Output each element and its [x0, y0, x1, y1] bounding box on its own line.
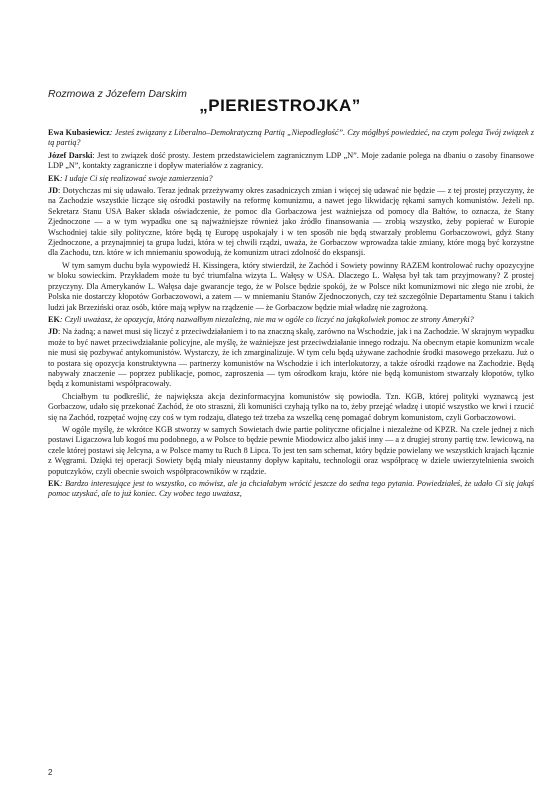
- interview-kicker: Rozmowa z Józefem Darskim: [48, 88, 187, 100]
- paragraph-text: : Jest to związek dość prosty. Jestem przedstawicielem zagranicznym LDP „N”. Moje zadanie polega na dbaniu o zasoby finansowe LDP „N”, kontakty zagraniczne i dopływ materiałów z zagranicy.: [48, 150, 535, 171]
- speaker-label: EK: [48, 479, 60, 488]
- paragraph-question-3: [48, 315, 534, 325]
- speaker-label: EK: [48, 173, 60, 183]
- paragraph-answer-3: [48, 327, 534, 389]
- paragraph-text: : Na żadną; a nawet musi się liczyć z przeciwdziałaniem i to na znaczną skalę, zarówno na Wschodzie, jak i na Zachodzie. W skrajnym wypadku może to być nawet przeciwdziałanie policyjne, ale myślę, że ważniejsze jest przeciwdziałanie innego rodzaju. Na obecnym etapie komunizm wcale nie musi się pozbywać antykomunistów. Wystarczy, że ich zmarginalizuje. W tym celu będą używane zachodnie środki masowego przekazu. Już o to postara się opozycja konstruktywna — partnerzy komunistów na Wschodzie i ich interlokutorzy, a także ośrodki rządowe na Zachodzie. Będą nabywały znaczenie — poprzez publikacje, pomoc, zaproszenia — tym ośrodkom kraju, które nie będą komunistom stwarzały kłopotów, tylko będą z komunistami współpracowały.: [48, 327, 534, 389]
- speaker-label: Ewa Kubasiewicz: [48, 128, 110, 137]
- paragraph-answer-3-cont-2: [48, 425, 534, 477]
- article-body: [48, 128, 534, 502]
- article-title: „PIERIESTROJKA”: [199, 96, 361, 115]
- paragraph-text: : Dotychczas mi się udawało. Teraz jednak przeżywamy okres zasadniczych zmian i więcej się udawać nie będzie — z tej prostej przyczyny, że na Zachodzie wszystkie liczące się ośrodki postawiły na reformę komunizmu, a nawet jego likwidację rękami samych komunistów. Jeżeli np. Sekretarz Stanu USA Baker składa oświadczenie, że pomoc dla Gorbaczowa jest ważniejsza od pomocy dla Bałtów, to oznacza, że Stany Zjednoczone — a w tym wypadku one są najważniejsze również jako źródło finansowania — zrobią wszystko, żeby popierać w Europie Wschodniej takie siły polityczne, które będą tę Europę uspokajały i w ten sposób nie będą stwarzały problemu Gorbaczowowi, gdyż Stany Zjednoczone, a przynajmniej ta grupa ludzi, która w tej chwili rządzi, uważa, że Gorbaczow wprowadza takie zmiany, które mogą być korzystne dla Zachodu, tzn. które w ich mniemaniu spowodują, że komunizm utraci zdolność do ekspansji.: [48, 186, 534, 258]
- paragraph-text: : Jesteś związany z Liberalno–Demokratyczną Partią „Niepodległość”. Czy mógłbyś powiedzieć, na czym polega Twój związek z tą partią?: [48, 128, 534, 148]
- paragraph-answer-1: [48, 151, 534, 172]
- paragraph-text: W tym samym duchu była wypowiedź H. Kissingera, który stwierdził, że Zachód i Sowiety powinny RAZEM kontrolować ruchy opozycyjne w bloku sowieckim. Przykładem może tu być triumfalna wizyta L. Wałęsy w USA. Dlaczego L. Wałęsa był tak tam przyjmowany? Z prostej przyczyny. Dla Amerykanów L. Wałęsa daje gwarancje tego, że w Polsce będzie spokój, że w Polsce nikt komunizmowi nic złego nie zrobi, że Polska nie dostarczy kłopotów Gorbaczowowi, a zatem — w mniemaniu Stanów Zjednoczonych, czy też szczególnie Departamentu Stanu i takich ludzi jak Brzeziński oraz osób, które mają wpływ na rządzenie — że Gorbaczow będzie miał władzę nie zagrożoną.: [48, 260, 534, 312]
- speaker-label: EK: [48, 314, 60, 324]
- paragraph-text: : Bardzo interesujące jest to wszystko, co mówisz, ale ja chciałabym wrócić jeszcze do sedna tego pytania. Powiedziałeś, że udało Ci się jakąś pomoc uzyskać, ale to już koniec. Czy wobec tego uważasz,: [48, 479, 534, 499]
- paragraph-question-1: [48, 128, 534, 149]
- paragraph-answer-2: [48, 186, 534, 259]
- speaker-label: JD: [48, 186, 59, 196]
- paragraph-text: : Czyli uważasz, że opozycja, którą nazwałbym niezależną, nie ma w ogóle co liczyć na jakąkolwiek pomoc ze strony Ameryki?: [59, 314, 474, 324]
- paragraph-question-4: [48, 479, 534, 500]
- speaker-label: Józef Darski: [48, 150, 93, 160]
- paragraph-text: : I udaje Ci się realizować swoje zamierzenia?: [59, 173, 213, 183]
- paragraph-answer-2-cont: [48, 261, 534, 313]
- page-number: 2: [48, 768, 53, 777]
- paragraph-answer-3-cont-1: [48, 392, 534, 423]
- paragraph-text: Chciałbym tu podkreślić, że największa akcja dezinformacyjna komunistów się powiodła. Tzn. KGB, której polityki wyznawcą jest Gorbaczow, udało się przekonać Zachód, że oto straszni, źli komuniści czyhają tylko na to, żeby przejąć władzę i utopić wszystko we krwi i rzucić się na Zachód, rozpętać wojnę czy coś w tym rodzaju, dlatego też trzeba za wszelką cenę pomagać dobrym komunistom, czyli Gorbaczowowi.: [48, 391, 534, 422]
- speaker-label: JD: [48, 327, 59, 337]
- paragraph-question-2: [48, 174, 534, 184]
- paragraph-text: W ogóle myślę, że wkrótce KGB stworzy w samych Sowietach dwie partie polityczne oficjalne i niezależne od KPZR. Na czele jednej z nich postawi Ligaczowa lub kogoś mu podobnego, a w Polsce to będzie pewnie Miodowicz albo jakiś inny — a z drugiej strony partię tzw. lewicową, na czele której postawi się Jelcyna, a w Polsce mamy tu Ruch 8 Lipca. To jest ten sam schemat, który będzie powielany we wszystkich krajach łącznie z Węgrami. Dzięki tej operacji Sowiety będą miały nieustanny dopływ kapitału, technologii oraz współpracę w dziele uwierzytelnienia swoich poputczyków, czyli obecnie swoich współpracowników w rządzie.: [48, 424, 534, 476]
